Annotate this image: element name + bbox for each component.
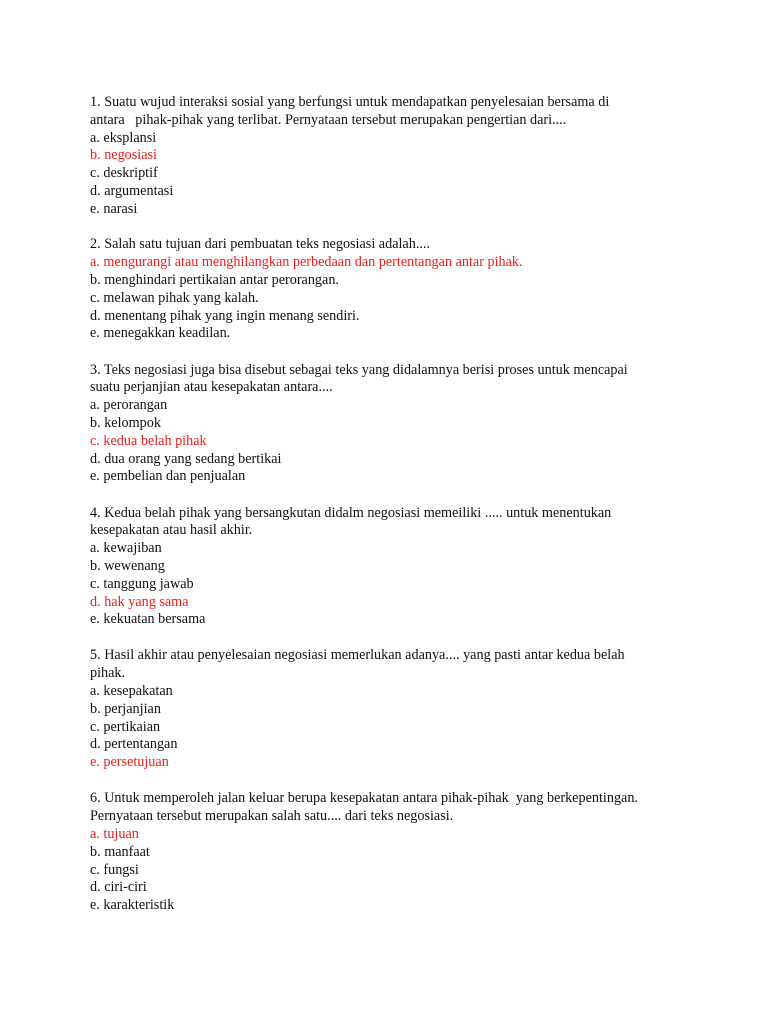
- question-text-line: 1. Suatu wujud interaksi sosial yang berfungsi untuk mendapatkan penyelesaian bersama di: [90, 94, 610, 110]
- correct-answer-option: a. mengurangi atau menghilangkan perbedaan dan pertentangan antar pihak.: [90, 254, 523, 271]
- answer-option: b. perjanjian: [90, 700, 161, 717]
- question-text-line: 2. Salah satu tujuan dari pembuatan teks negosiasi adalah....: [90, 236, 431, 253]
- document-page: [90, 94, 730, 933]
- correct-answer-option: e. persetujuan: [90, 754, 169, 771]
- correct-answer-option: c. kedua belah pihak: [90, 432, 207, 449]
- answer-option: d. ciri-ciri: [90, 879, 147, 896]
- correct-answer-option: b. negosiasi: [90, 147, 157, 164]
- answer-option: e. kekuatan bersama: [90, 611, 206, 628]
- question-text-line: 4. Kedua belah pihak yang bersangkutan didalm negosiasi memeiliki ..... untuk menentukan: [90, 504, 612, 521]
- question-text-line: 5. Hasil akhir atau penyelesaian negosiasi memerlukan adanya.... yang pasti antar kedua belah: [90, 647, 625, 664]
- answer-option: a. kewajiban: [90, 540, 162, 557]
- answer-option: c. melawan pihak yang kalah.: [90, 289, 259, 306]
- correct-answer-option: a. tujuan: [90, 826, 139, 843]
- answer-option: b. wewenang: [90, 557, 165, 574]
- answer-option: a. kesepakatan: [90, 683, 173, 700]
- answer-option: b. kelompok: [90, 414, 161, 431]
- question-4: [90, 505, 730, 630]
- question-text-line: suatu perjanjian atau kesepakatan antara....: [90, 379, 333, 396]
- answer-option: e. karakteristik: [90, 897, 175, 914]
- answer-option: e. pembelian dan penjualan: [90, 468, 246, 485]
- answer-option: c. pertikaian: [90, 718, 161, 735]
- answer-option: e. menegakkan keadilan.: [90, 325, 231, 342]
- answer-option: c. fungsi: [90, 861, 139, 878]
- answer-option: d. argumentasi: [90, 182, 174, 199]
- question-text-line: Pernyataan tersebut merupakan salah satu.... dari teks negosiasi.: [90, 808, 454, 825]
- correct-answer-option: d. hak yang sama: [90, 593, 189, 610]
- answer-option: b. menghindari pertikaian antar perorangan.: [90, 271, 339, 288]
- answer-option: d. pertentangan: [90, 736, 178, 753]
- answer-option: a. eksplansi: [90, 129, 157, 146]
- answer-option: a. perorangan: [90, 397, 168, 414]
- answer-option: e. narasi: [90, 200, 138, 217]
- question-3: [90, 362, 730, 487]
- question-6: [90, 790, 730, 915]
- answer-option: d. menentang pihak yang ingin menang sendiri.: [90, 307, 360, 324]
- answer-option: c. deskriptif: [90, 165, 158, 182]
- question-2: [90, 236, 730, 343]
- question-text-line: 6. Untuk memperoleh jalan keluar berupa kesepakatan antara pihak-pihak yang berkepentingan.: [90, 790, 638, 807]
- question-text-line: kesepakatan atau hasil akhir.: [90, 522, 253, 539]
- question-text-line: antara pihak-pihak yang terlibat. Pernyataan tersebut merupakan pengertian dari....: [90, 111, 567, 128]
- answer-option: b. manfaat: [90, 843, 150, 860]
- answer-option: c. tanggung jawab: [90, 575, 194, 592]
- question-text-line: 3. Teks negosiasi juga bisa disebut sebagai teks yang didalamnya berisi proses untuk mencapai: [90, 361, 628, 378]
- question-1: [90, 94, 730, 219]
- question-5: [90, 647, 730, 772]
- answer-option: d. dua orang yang sedang bertikai: [90, 450, 282, 467]
- question-text-line: pihak.: [90, 665, 126, 682]
